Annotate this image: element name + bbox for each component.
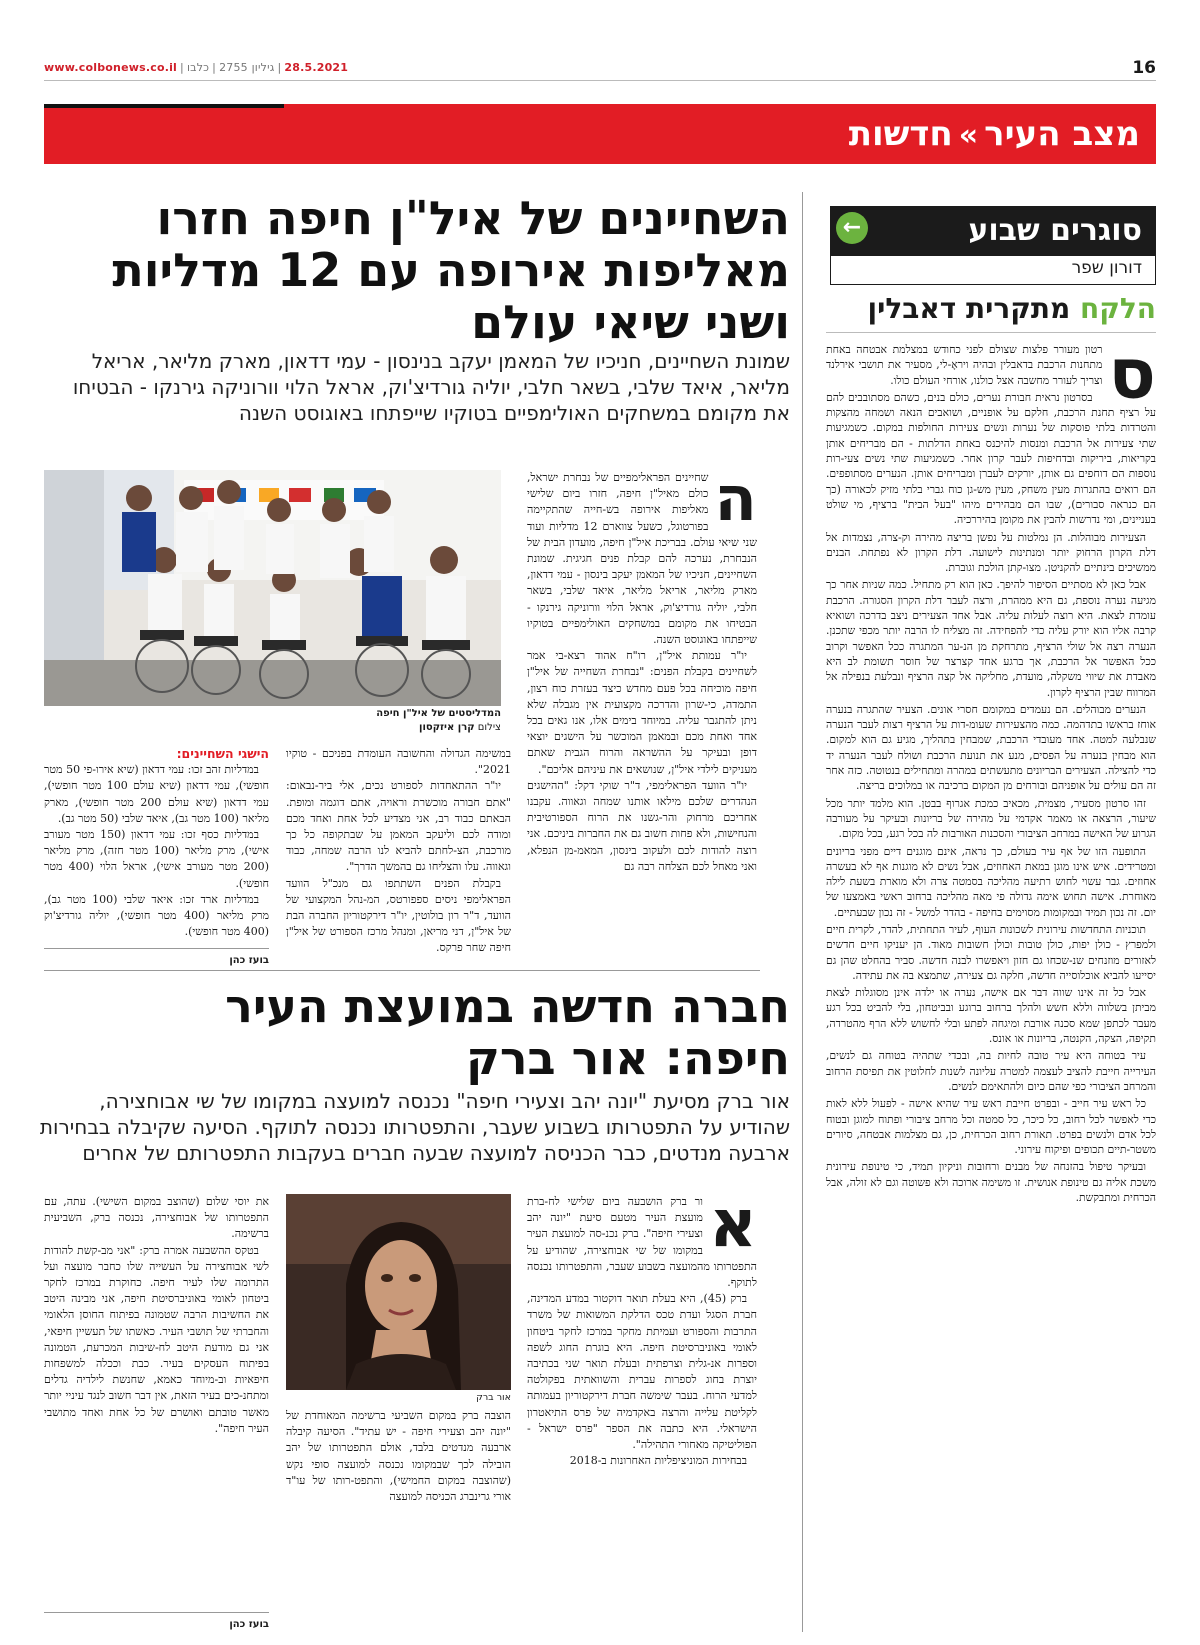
column-title: סוגרים שבוע — [968, 213, 1142, 248]
article1-column-2 — [286, 746, 511, 966]
article2-paragraph: הוצבה ברק במקום השביעי ברשימה המאוחדת של "יונה יהב וצעירי חיפה - יש עתיד". הסיעה קיבלה ארבעה מנדטים בלבד, אולם התפטרותו של יהב הובילה לכך שבמקומו נכנסה למועצה סופי נקש (שהוצבה במקום החמישי), והתפט-רותו של עו"ד אורי גרינברג הכניסה למועצה — [286, 1409, 511, 1504]
column-paragraph: כל ראש עיר חייב - ובפרט חייבת ראש עיר שהיא אישה - לפעול ללא לאות כדי לאפשר לכל רחוב, כל כיכר, כל סמטה וכל מרחב ציבורי ופתוח למוגן ובטוח לכל אדם ולנשים בפרט. תאורת רחוב הכרחית, כן, גם מצלמות אבטחה, סיורים משטר-תיים תכופים ופיקוח עירוני. — [826, 1097, 1156, 1157]
column-paragraph: רטון מעורר פלצות שצולם לפני כחודש במצלמת אבטחה באחת מתחנות הרכבת בדאבלין ובהיה ויראָ-לי, מסעיר את תושבי אירלנד וצריך לעורר מחשבה אצל כולנו, אורחי העולם כולו. — [826, 343, 1103, 387]
or-barak-photo — [286, 1194, 511, 1390]
article1-paragraph: שחיינים הפראלימפיים של נבחרת ישראל, כולם מאיל"ן חיפה, חזרו ביום שלישי מאליפות אירופה בש-חייה שהתקיימה בפורטוגל, כשעל צווארם 12 מדליות ועוד שני שיאי עולם. בבריכת איל"ן חיפה, מועדון הבית של הנבחרת, נערכה להם קבלת פנים חגיגית. שמונת השחיינים, חניכיו של המאמן יעקב בינסון - עמי דדאון, מארק מליאר, אריאל מליאר, איאד שלבי, בשאר חלבי, יוליה גורדיצ'וק, אראל הלוי וורוניקה גירנקו - הבטיחו את מקומם במשחקים האולימפיים בטוקיו שייפתחו באוגוסט השנה. — [527, 471, 757, 647]
achievements-title: הישגי השחיינים: — [176, 746, 269, 761]
folio-date: 28.5.2021 — [284, 61, 349, 74]
column-paragraph: הצעירות מבוהלות. הן נמלטות על נפשן בריצה מהירה וק-צרה, נצמדות אל דלת הקרון הרחוק יותר ומנתינות לישועה. דלת הקרון לא נפתחת. הבנים ממשיכים בינתיים להקניטן. מצו-קתן הולכת וגוברת. — [826, 530, 1156, 575]
article2-dropcap: א — [708, 1194, 757, 1262]
banner-accent — [44, 104, 284, 108]
article1-column-1 — [527, 470, 757, 950]
column-paragraph: התופעה הזו של אף עיר בעולם, כך נראה, אינם מוגנים דיים מפני בריונים ומטרידים. איש אינו מוגן במאת האחוזים, אבל נשים לא מוגנות אף לא בעשרה אחוזים. גבר עשוי לחוש רתיעה מהליכה בסמטה צרה ולא מוארת בשעת לילה מאוחרת. אישה תחוש אימה גדולה פי מאה מהליכה ברחוב ראשי באמצעו של יום. זה נכון תמיד ובמקומות מסוימים בחיפה - בהדר למשל - זה נכון שבעתיים. — [826, 844, 1156, 919]
article1-paragraph: במשימה הגדולה והחשובה העומדת בפניכם - טוקיו 2021". — [286, 747, 511, 777]
article-separator — [44, 970, 760, 971]
subsection-name: חדשות — [848, 114, 953, 154]
article1-byline: בועז כהן — [44, 948, 269, 966]
folio-website[interactable]: www.colbonews.co.il — [44, 61, 178, 74]
column-paragraph: עיר בטוחה היא עיר טובה לחיות בה, ובכדי שתהיה בטוחה גם לנשים, העירייה חייבת להציב לעצמה למטרה עליונה לשנות לחלוטין את תפיסת הרחוב והמרחב הציבורי כפי שהם כיום ולהתאימם לנשים. — [826, 1049, 1156, 1093]
arrow-left-circle-icon: ← — [836, 212, 868, 244]
column-paragraph: בסרטון נראית חבורת נערים, כולם בנים, כשהם מסתובבים להם על רציף תחנת הרכבת, חלקם על אופניים, ושואבים הנאה ושמחה מהצקות והטרדות בלתי פוסקות של נערות ונשים צעירות החולפות במקום. כשמגיעות שתי צעירות אל הרכבת ומנסות להיכנס באחת הדלתות - הם מבריחים אותן בקריאות, ביריקות ובדחיפות לעבר קרון אחר. כשמגיעות שתי נשים צעי-רות נוספות הם דוחפים גם אותן, יורקים לעברן ומבריחים אותן. הנערים מסתופפים. הם רואים בהתגרות מעין משחק, מעין מש-גן כוח גברי בלתי מזיק לכאורה (כך הם כנראה סבורים), שבו הם מבהירים מיהו "בעל הבית" ברציף, מי שולט בעניינים, ומי נדרשות להבין את מקומן בהיררכיה. — [826, 390, 1156, 527]
photo-credit-label: צילום — [477, 722, 501, 733]
article2-column-1 — [527, 1194, 757, 1634]
article2-paragraph: ור ברק הושבעה ביום שלישי לח-ברת מועצת העיר מטעם סיעת "יונה יהב וצעירי חיפה". ברק נכנ-סה למועצת העיר במקומו של שי אבוחצירה, שהודיע על התפטרותו מהמועצה בשבוע שעבר, והתפטרותו נכנסה לתוקף. — [527, 1195, 757, 1290]
folio: 28.5.2021|גיליון 2755|כלבו|www.colbonews.co.il — [44, 61, 349, 74]
article2-column-3 — [44, 1194, 269, 1604]
article1-headline-line: מאליפות אירופה עם 12 מדליות — [112, 243, 790, 297]
photo-caption: אור ברק — [476, 1392, 511, 1403]
portrait-illustration — [286, 1194, 511, 1390]
top-rule — [44, 80, 1156, 81]
column-dropcap: ס — [1108, 342, 1156, 415]
article1-headline-line: ושני שיאי עולם — [471, 295, 790, 349]
column-headline — [868, 292, 1156, 325]
column-rule — [826, 332, 1156, 333]
article1-headline-line: השחיינים של איל"ן חיפה חזרו — [156, 191, 790, 245]
column-divider — [802, 192, 803, 1632]
article2-headline — [30, 980, 790, 1084]
article2-byline: בועז כהן — [44, 1612, 269, 1630]
swimmers-photo — [44, 470, 501, 706]
double-chevron-icon: » — [958, 118, 979, 153]
section-title — [849, 108, 1140, 160]
article2-paragraph: ברק (45), היא בעלת תואר דוקטור במדע המדינה, חברת הסגל ועדת טכס הדלקת המשואות של משרד התרבות והספורט ועמיתת מחקר במרכז לחקר ביטחון לאומי באוניברסיטת חיפה. היא בוגרת החוג לשפה וספרות אנ-גלית וצרפתית ובעלת תואר שני בכתיבה יוצרת בחוג לספרות עברית והשוואתית בפקולטה למדעי הרוח. בעבר שימשה חברת דירקטוריון בעמותה לקליטת עלייה והרצה באקדמיה של פרס התיאטרון הישראלי. היא כתבה את הספר "פרס ישראל - הפוליטיקה מאחורי התהילה". — [527, 1292, 757, 1452]
achievements-paragraph: במדליות זהב זכו: עמי דדאון (שיא אירו-פי 50 מטר חופשי), עמי דדאון (שיא עולם 100 מטר חופשי), עמי דדאון (שיא עולם 200 מטר חופשי), מארק מליאר (100 מטר גב), איאד שלבי (50 מטר גב). — [44, 763, 269, 825]
column-paragraph: תוכניות התחדשות עירונית לשכונות העוף, לעיר התחתית, להדר, לקרית חיים ולמפרץ - כולן יפות, כולן טובות וכולן חשובות מאוד. הן יעניקו חיים חדשים לאזורים מוזנחים שנ-שכחו גם חזון ויאפשרו לבנה חדשה. סביר בהחלט שהן גם יסייעו להביא אוכלוסייה חדשה, חלקה גם צעירה, שתמצא בה את עתידה. — [826, 922, 1156, 982]
achievements-paragraph: במדליות כסף זכו: עמי דדאון (150 מטר מעורב אישי), מרק מליאר (100 מטר חזה), מרק מליאר (200 מטר מעורב אישי), אראל הלוי (400 מטר חופשי). — [44, 828, 269, 890]
folio-issue: גיליון 2755 — [219, 61, 275, 74]
article2-column-2 — [286, 1408, 511, 1634]
column-paragraph: אבל כל זה אינו שווה דבר אם אישה, נערה או ילדה אינן מסוגלות לצאת מביתן בשלווה וללא חשש ולהלך ברחוב ברוגע ובביטחון, בלי להביט בכל רגע מעבר לכתפן שמא סכנה אורבת ומיגחה לפתע ובלי לחשוש ללא הרף מהטרדה, תקיפה, הצקה, הקנטה, בריונות או אונס. — [826, 986, 1156, 1046]
column-paragraph: זהו סרטון מסעיר, מצמית, מכאיב כמכת אגרוף בבטן. הוא מלמד יותר מכל שיעור, הרצאה או מאמר אקדמי על מהירה של בריונות ובעיקר על מעורבה הגרוע של האישה במרחב הציבורי והסכנות האורבות לה בכל רגע, בכל מקום. — [826, 796, 1156, 841]
column-paragraph: הנערים מבוהלים. הם נעמדים במקומם חסרי אונים. הצעיר שהתגרה בנערה אוחז בראשו בתדהמה. כמה מהצעירות שעומ-דות על הרציף רצות לעבר הנערה שנבלעה למטה. אחד מעובדי הרכבת, שמבחין בתהליך, מגיע גם הוא למקום. הוא מבחין בנערה על הפסים, מנע את תנועת הרכבת ושולח לעבר הנערה יד כדי להצילה. הצעירים הבריונים מתעשתים במהרה ומתחילים בנטוטה. כזה אחר זה הם עולים על אופניהם ובורחים מן המקום ברכיבה או במלוכים בריצה. — [826, 702, 1156, 793]
article1-headline — [30, 192, 790, 348]
achievements-paragraph: במדליות ארד זכו: איאד שלבי (100 מטר גב), מרק מליאר (400 מטר חופשי), יוליה גורדיצ'וק (400 מטר חופשי). — [44, 892, 269, 939]
article2-subhead: אור ברק מסיעת "יונה יהב וצעירי חיפה" נכנסה למועצה במקומו של שי אבוחצירה, שהודיע על התפטרותו בשבוע שעבר, והתפטרותו נכנסה לתוקף. הסיעה שקיבלה בבחירות ארבעה מנדטים, כבר הכניסה למועצה שבעה חברים בעקבות התפטרותם של אחרים — [39, 1089, 790, 1165]
article1-dropcap: ה — [714, 470, 757, 535]
article1-subhead: שמונת השחיינים, חניכיו של המאמן יעקב בנינסון - עמי דדאון, מארק מליאר, אריאל מליאר, איאד שלבי, בשאר חלבי, יוליה גורדיצ'וק, אראל הלוי וורוניקה גירנקו - הבטיחו את מקומם במשחקים האולימפיים בטוקיו שייפתחו באוגוסט השנה — [72, 349, 790, 425]
article2-paragraph: בטקס ההשבעה אמרה ברק: "אני מב-קשת להודות לשי אבוחצירה על העשייה שלו כחבר מועצה ועל התרומה שלו לעיר חיפה. כחוקרת במרכז לחקר ביטחון לאומי באוניברסיטת חיפה, אני מבינה היטב את החשיבות הרבה שטמונה בפיתוח החוסן הלאומי והחברתי של תושבי העיר. כאשתו של תעשיין חיפאי, אני גם מודעת היטב לח-שיבות המכרעת, הטמונה בפיתוח העסקים בעיר. כבת וככלה למשפחות חיפאיות וב-מיוחד כאמא, שחנשת לילדיה גדלים ומתחנ-כים בעיר הזאת, אין דבר חשוב לנגד עיניי יותר מאשר טובתם ואושרם של כל אחת ואחד מתושבי העיר חיפה". — [44, 1243, 269, 1435]
article1-paragraph: יו"ר עמותת איל"ן, רו"ח אהוד רצא-בי אמר לשחיינים בקבלת הפנים: "נבחרת השחייה של איל"ן חיפה מוכיחה בכל פעם מחדש כיצד בעזרת כוח רצון, התמדה, כי-שרון והדרכה מקצועית אין מגבלה שלא ניתן להתגבר עליה. במיוחד בימים אלו, אנו גאים בכל אחד ואחת מכם ובמאמן המוכשר על הישגים יוצאי דופן ובעיקר על ההשראה והרוח הגבית שאתם מעניקים לילדי איל"ן, שנושאים את עיניהם אליכם". — [527, 649, 757, 776]
photo-credit — [419, 722, 501, 733]
article1-paragraph: יו"ר ההתאחדות לספורט נכים, אלי ביר-נבאום: "אתם חבורה מוכשרת וראויה, אתם דוגמה ומופת. הבאתם כבוד רב, אני מצדיע לכל אחת ואחד מכם ומודה לכם וליעקב המאמן על שבתקופה כל כך מורכבת, הצ-לחתם להביא לנו הרבה שמחה, כבוד וגאווה. עלו והצליחו גם בהמשך הדרך". — [286, 779, 511, 874]
article2-headline-line: חיפה: אור ברק — [465, 1031, 790, 1085]
column-paragraph: אבל כאן לא מסתיים הסיפור להיפך. כאן הוא רק מתחיל. כמה שניות אחר כך מגיעה נערה נוספת, גם היא ממהרת, ורצה לעבר דלת הקרון הסגורה. הרכבת עומדת לצאת. היא רוצה לעלות עליה. אבל אחד הצעירים ניצב בדרכה ושואיא קרבה אליו הוא יורק עליה כדי להפחידה. זה מצליח לו הרבה יותר מכפי שתכנן. הנערה רצה אל שולי הרציף, מתרחקת מן הנ-ער המתגרה ככל האפשר וקרוב ככל האפשר אל הרכבת, אך ברגע אחד קצרצר של חוסר תשומת לב היא מאבדת את שיווי משקלה, מועדת, מחליקה אל קצה הרציף ונבלעת בנפילה אל המרווח שבין הרציף לקרון. — [826, 578, 1156, 699]
column-headline-highlight: הלקח — [1079, 292, 1156, 325]
column-author: דורון שפר — [1071, 258, 1142, 278]
column-body — [826, 342, 1156, 1632]
article2-headline-line: חברה חדשה במועצת העיר — [225, 979, 790, 1033]
achievements-box — [44, 746, 269, 946]
page-number: 16 — [1132, 58, 1156, 78]
section-name: מצב העיר — [984, 114, 1140, 154]
article1-paragraph: יו"ר הוועד הפראלימפי, ד"ר שוקי דקל: "ההישגים הנהדרים שלכם מילאו אותנו שמחה וגאווה. עקבנו אחריכם מרחוק והר-גשנו את הרוח הספורטיבית והנחישות, ולא פחות חשוב גם את החברות ביניכם. אני רוצה להודות לכם ולעקוב בינסון, המאמ-מן הנפלא, ואני מאחל לכם הצלחה רבה גם — [527, 778, 757, 873]
article2-paragraph: בבחירות המוניציפליות האחרונות ב-2018 — [569, 1454, 747, 1468]
column-headline-rest: מתקרית דאבלין — [867, 292, 1071, 325]
article2-paragraph: את יוסי שלום (שהוצב במקום השישי). עתה, עם התפטרותו של אבוחצירה, נכנסה ברק, השביעית ברשימה. — [44, 1195, 269, 1241]
folio-paper: כלבו — [186, 61, 210, 74]
photo-credit-name: קרן איזקסון — [419, 722, 475, 733]
photo-caption: המדליסטים של איל"ן חיפה — [376, 708, 501, 719]
swimmers-photo-illustration — [44, 470, 501, 706]
column-paragraph: ובעיקר טיפול בהזנחה של מבנים ורחובות וניקיון תמיד, כי טינופת עירונית משכת אליה גם טינופת אנושית. זו משימה ארוכה ולא פשוטה וגם לא זולה, אבל הכרחית ומתבקשת. — [826, 1160, 1156, 1205]
article1-paragraph: בקבלת הפנים השתתפו גם מנכ"ל הוועד הפראלימפי ניסים ספפורטס, המ-נהל המקצועי של הוועד, ד"ר רון בולוטין, יו"ר דירקטוריון החברה הבת של איל"ן, דני מריאן, ומנהל מרכז הספורט של איל"ן חיפה שחר פרקס. — [286, 876, 511, 955]
